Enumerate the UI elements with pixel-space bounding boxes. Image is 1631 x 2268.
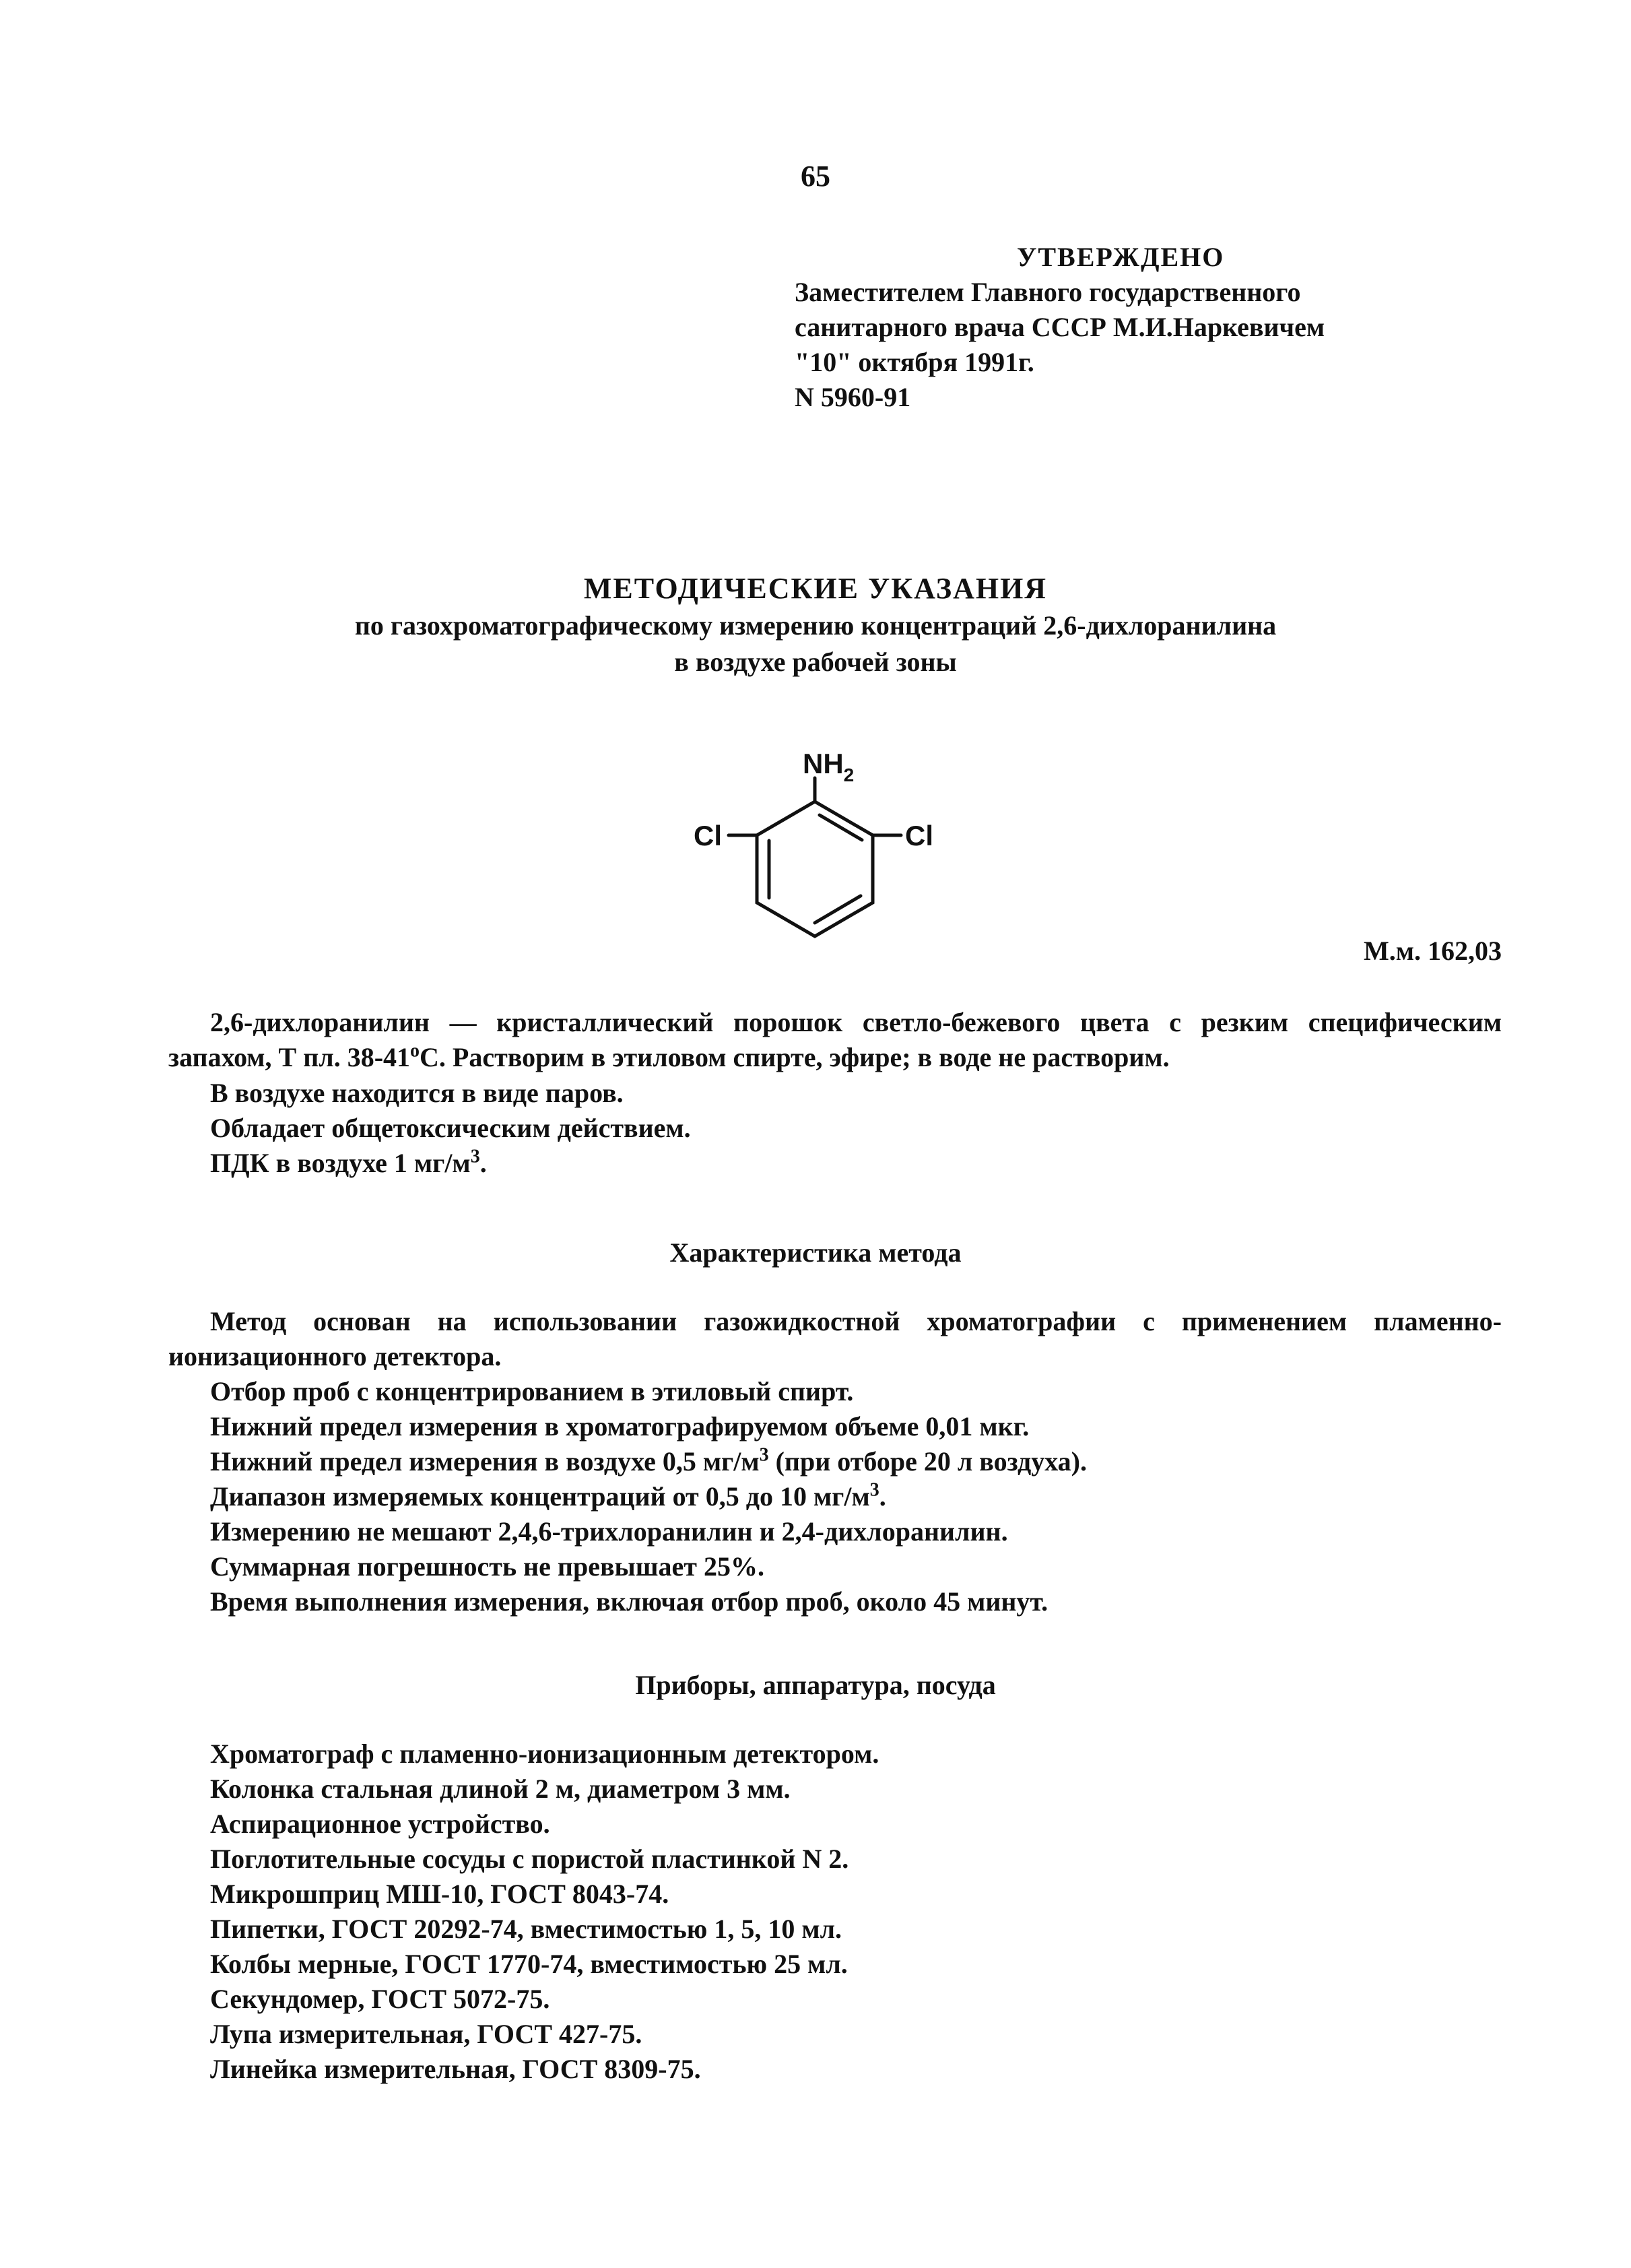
intro-line: В воздухе находится в виде паров. — [210, 1078, 624, 1108]
equipment-item: Колбы мерные, ГОСТ 1770-74, вместимостью 25 мл. — [210, 1949, 848, 1979]
molar-mass: М.м. 162,03 — [1364, 936, 1502, 966]
method-line: Измерению не мешают 2,4,6-трихлоранилин и 2,4-дихлоранилин. — [210, 1516, 1008, 1547]
method-paragraph: Метод основан на использовании газожидкостной хроматографии с применением пламенно-ионизационного детектора. — [168, 1306, 1502, 1371]
section-heading-equipment: Приборы, аппаратура, посуда — [635, 1670, 996, 1700]
page-number: 65 — [801, 160, 830, 193]
equipment-item: Хроматограф с пламенно-ионизационным детектором. — [210, 1739, 879, 1769]
approval-block — [795, 240, 1325, 415]
ring-outline — [757, 802, 873, 936]
equipment-item: Пипетки, ГОСТ 20292-74, вместимостью 1, 5, 10 мл. — [210, 1914, 842, 1944]
approval-number: N 5960-91 — [795, 382, 911, 412]
chlorine-label-right: Cl — [905, 820, 933, 851]
method-line: Суммарная погрешность не превышает 25%. — [210, 1551, 764, 1582]
section-heading-method: Характеристика метода — [669, 1237, 962, 1268]
title-subtitle: по газохроматографическому измерению концентраций 2,6-дихлоранилина — [354, 610, 1277, 641]
equipment-item: Секундомер, ГОСТ 5072-75. — [210, 1984, 550, 2014]
title-subtitle: в воздухе рабочей зоны — [674, 647, 957, 677]
equipment-item: Колонка стальная длиной 2 м, диаметром 3 мм. — [210, 1774, 791, 1804]
approval-date: "10" октября 1991г. — [795, 347, 1034, 377]
method-line: Время выполнения измерения, включая отбор проб, около 45 минут. — [210, 1586, 1048, 1617]
title-main: МЕТОДИЧЕСКИЕ УКАЗАНИЯ — [583, 572, 1048, 605]
equipment-item: Микрошприц МШ-10, ГОСТ 8043-74. — [210, 1879, 669, 1909]
approval-title: УТВЕРЖДЕНО — [1017, 242, 1225, 272]
equipment-item: Линейка измерительная, ГОСТ 8309-75. — [210, 2054, 701, 2084]
double-bond — [820, 815, 862, 840]
approval-line: Заместителем Главного государственного — [795, 277, 1301, 307]
equipment-item: Лупа измерительная, ГОСТ 427-75. — [210, 2019, 642, 2049]
equipment-item: Аспирационное устройство. — [210, 1809, 550, 1839]
double-bond — [815, 896, 861, 923]
approval-line: санитарного врача СССР М.И.Наркевичем — [795, 312, 1325, 342]
method-line: Диапазон измеряемых концентраций от 0,5 до 10 $мг/м^3$. — [210, 1479, 886, 1512]
chlorine-label-left: Cl — [694, 820, 722, 851]
amine-label: $NH_2$ — [803, 748, 855, 785]
intro-line: ПДК в воздухе 1 $мг/м^3$. — [210, 1146, 487, 1178]
method-line: Отбор проб с концентрированием в этиловый спирт. — [210, 1376, 854, 1406]
equipment-item: Поглотительные сосуды с пористой пластинкой N 2. — [210, 1844, 849, 1874]
intro-paragraph: 2,6-дихлоранилин — кристаллический порошок светло-бежевого цвета с резким специфическим запахом, Т пл. $38-41^оС$. Растворим в этиловом спирте, эфире; в воде не растворим. — [168, 1007, 1502, 1072]
structural-formula — [680, 727, 963, 950]
benzene-ring — [729, 778, 901, 936]
intro-line: Обладает общетоксическим действием. — [210, 1113, 691, 1143]
method-line: Нижний предел измерения в воздухе 0,5 $мг/м^3$ (при отборе 20 л воздуха). — [210, 1444, 1087, 1477]
method-line: Нижний предел измерения в хроматографируемом объеме 0,01 мкг. — [210, 1411, 1030, 1441]
document-title — [0, 570, 1631, 680]
